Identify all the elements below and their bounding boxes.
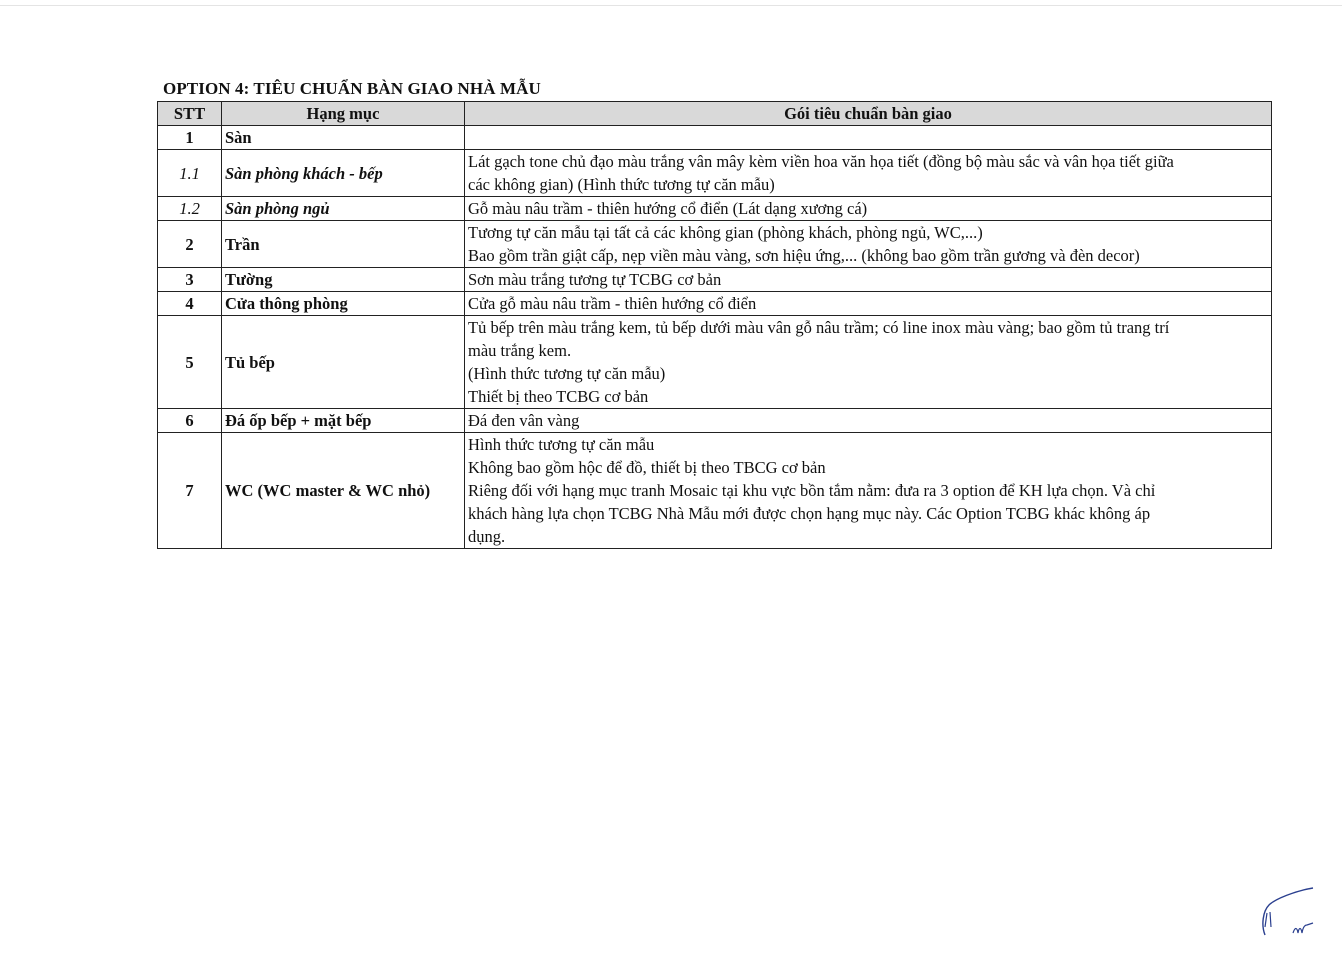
row-category: Tủ bếp xyxy=(222,316,465,409)
header-stt: STT xyxy=(158,102,222,126)
row-package xyxy=(465,197,1272,221)
row-package xyxy=(465,126,1272,150)
row-category: Đá ốp bếp + mặt bếp xyxy=(222,409,465,433)
table-row xyxy=(158,316,1272,409)
row-stt: 6 xyxy=(158,409,222,433)
row-category: Cửa thông phòng xyxy=(222,292,465,316)
handover-standard-table xyxy=(157,101,1272,549)
row-category: Tường xyxy=(222,268,465,292)
table-row xyxy=(158,150,1272,197)
row-stt: 4 xyxy=(158,292,222,316)
row-category: WC (WC master & WC nhỏ) xyxy=(222,433,465,549)
package-line xyxy=(468,126,1268,149)
row-package xyxy=(465,433,1272,549)
row-package xyxy=(465,292,1272,316)
header-package: Gói tiêu chuẩn bàn giao xyxy=(465,102,1272,126)
package-line: màu trắng kem. xyxy=(468,341,572,360)
row-package xyxy=(465,316,1272,409)
signature-icon xyxy=(1255,885,1325,940)
row-stt: 1 xyxy=(158,126,222,150)
package-line: Cửa gỗ màu nâu trầm - thiên hướng cổ điển xyxy=(468,294,757,313)
package-line: khách hàng lựa chọn TCBG Nhà Mẫu mới được chọn hạng mục này. Các Option TCBG khác không áp xyxy=(468,504,1151,523)
page-title: OPTION 4: TIÊU CHUẨN BÀN GIAO NHÀ MẪU xyxy=(163,79,541,98)
row-stt: 5 xyxy=(158,316,222,409)
row-package xyxy=(465,268,1272,292)
row-category: Sàn phòng khách - bếp xyxy=(222,150,465,197)
package-line: Tủ bếp trên màu trắng kem, tủ bếp dưới màu vân gỗ nâu trầm; có line inox màu vàng; bao gồm tủ trang trí xyxy=(468,318,1170,337)
row-stt: 1.2 xyxy=(158,197,222,221)
row-package xyxy=(465,409,1272,433)
table-row xyxy=(158,126,1272,150)
row-category: Sàn xyxy=(222,126,465,150)
package-line: Riêng đối với hạng mục tranh Mosaic tại khu vực bồn tắm nằm: đưa ra 3 option để KH lựa chọn. Và chỉ xyxy=(468,481,1156,500)
package-line: Thiết bị theo TCBG cơ bản xyxy=(468,387,649,406)
scan-edge-line xyxy=(0,5,1342,6)
package-line: Không bao gồm hộc để đồ, thiết bị theo TBCG cơ bản xyxy=(468,458,826,477)
table-row xyxy=(158,433,1272,549)
package-line: Lát gạch tone chủ đạo màu trắng vân mây kèm viền hoa văn họa tiết (đồng bộ màu sắc và vân họa tiết giữa xyxy=(468,152,1174,171)
package-line: (Hình thức tương tự căn mẫu) xyxy=(468,364,666,383)
table-row xyxy=(158,292,1272,316)
row-package xyxy=(465,221,1272,268)
package-line: Gỗ màu nâu trầm - thiên hướng cổ điển (Lát dạng xương cá) xyxy=(468,199,868,218)
row-category: Sàn phòng ngủ xyxy=(222,197,465,221)
table-row xyxy=(158,268,1272,292)
package-line: Bao gồm trần giật cấp, nẹp viền màu vàng, sơn hiệu ứng,... (không bao gồm trần gương và đèn decor) xyxy=(468,246,1140,265)
header-category: Hạng mục xyxy=(222,102,465,126)
table-row xyxy=(158,409,1272,433)
row-stt: 2 xyxy=(158,221,222,268)
row-category: Trần xyxy=(222,221,465,268)
table-row xyxy=(158,197,1272,221)
row-stt: 3 xyxy=(158,268,222,292)
table-header-row xyxy=(158,102,1272,126)
package-line: Tương tự căn mẫu tại tất cả các không gian (phòng khách, phòng ngủ, WC,...) xyxy=(468,223,983,242)
row-package xyxy=(465,150,1272,197)
package-line: Sơn màu trắng tương tự TCBG cơ bản xyxy=(468,270,722,289)
package-line: các không gian) (Hình thức tương tự căn mẫu) xyxy=(468,175,775,194)
row-stt: 1.1 xyxy=(158,150,222,197)
package-line: Hình thức tương tự căn mẫu xyxy=(468,435,655,454)
package-line: Đá đen vân vàng xyxy=(468,411,580,430)
row-stt: 7 xyxy=(158,433,222,549)
table-row xyxy=(158,221,1272,268)
package-line: dụng. xyxy=(468,527,506,546)
